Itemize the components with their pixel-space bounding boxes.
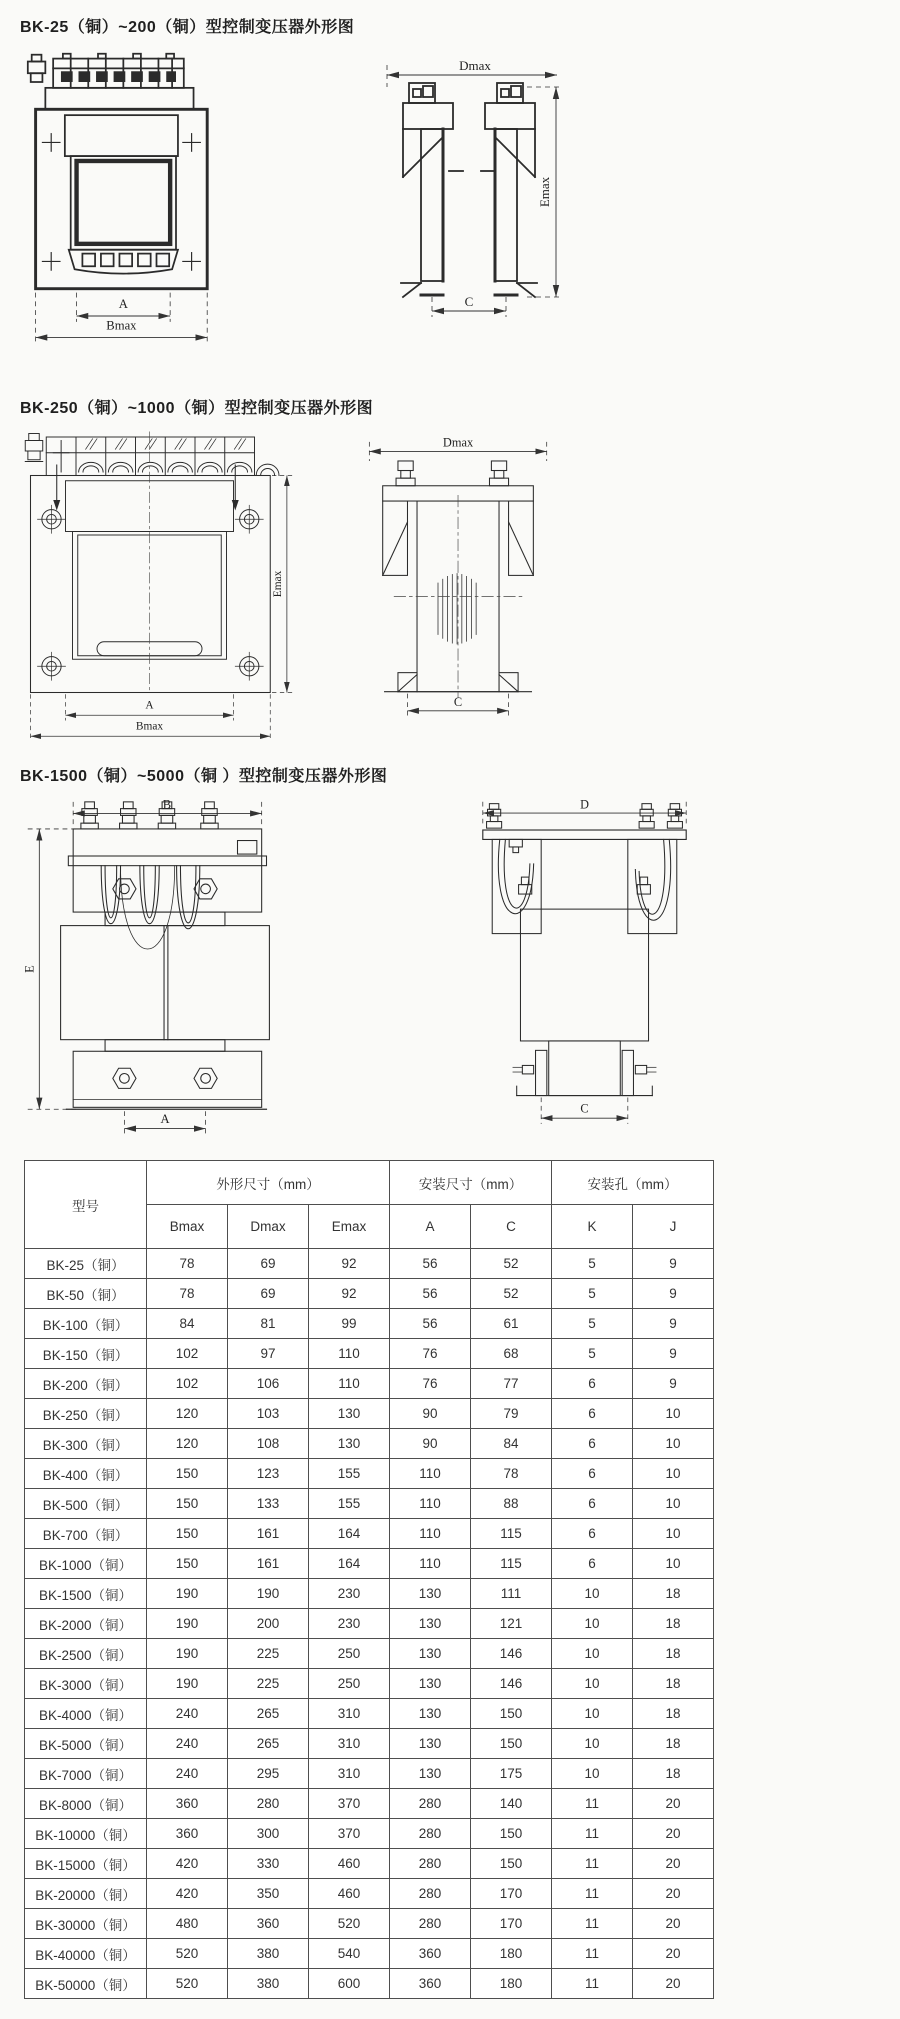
coil-body	[61, 912, 270, 1051]
dimension-cell: 230	[309, 1609, 390, 1639]
model-cell: BK-40000（铜）	[25, 1939, 147, 1969]
dimension-cell: 9	[633, 1369, 714, 1399]
table-row	[25, 1909, 714, 1939]
diagram-row-3	[20, 798, 880, 1146]
dimension-cell: 52	[471, 1279, 552, 1309]
model-cell: BK-7000（铜）	[25, 1759, 147, 1789]
col-header-j: J	[633, 1205, 714, 1249]
dimension-cell: 20	[633, 1879, 714, 1909]
dimension-cell: 92	[309, 1249, 390, 1279]
dimension-cell: 250	[309, 1639, 390, 1669]
dim-label-a: A	[118, 297, 128, 312]
dimension-cell: 11	[552, 1939, 633, 1969]
dimension-cell: 420	[147, 1849, 228, 1879]
model-cell: BK-500（铜）	[25, 1489, 147, 1519]
dimension-cell: 10	[633, 1489, 714, 1519]
dimension-cell: 11	[552, 1849, 633, 1879]
dimension-cell: 600	[309, 1969, 390, 1999]
dimension-cell: 5	[552, 1279, 633, 1309]
model-cell: BK-25（铜）	[25, 1249, 147, 1279]
dimension-cell: 133	[228, 1489, 309, 1519]
mounting-plate	[31, 432, 271, 693]
dimension-cell: 240	[147, 1729, 228, 1759]
model-cell: BK-400（铜）	[25, 1459, 147, 1489]
dimension-cell: 6	[552, 1459, 633, 1489]
dimension-cell: 330	[228, 1849, 309, 1879]
dim-label-c: C	[453, 695, 463, 710]
dimension-cell: 121	[471, 1609, 552, 1639]
table-row	[25, 1849, 714, 1879]
dimension-cell: 103	[228, 1399, 309, 1429]
model-cell: BK-3000（铜）	[25, 1669, 147, 1699]
dim-label-bmax: Bmax	[135, 720, 164, 733]
table-row	[25, 1519, 714, 1549]
dimension-cell: 5	[552, 1339, 633, 1369]
dimension-cell: 78	[147, 1279, 228, 1309]
dimension-cell: 18	[633, 1669, 714, 1699]
dimension-cell: 110	[390, 1459, 471, 1489]
dimension-cell: 170	[471, 1879, 552, 1909]
dim-a	[124, 1111, 205, 1134]
table-row	[25, 1579, 714, 1609]
dimension-cell: 146	[471, 1669, 552, 1699]
dimension-cell: 150	[147, 1459, 228, 1489]
dimension-cell: 76	[390, 1339, 471, 1369]
table-row	[25, 1699, 714, 1729]
dimension-cell: 18	[633, 1639, 714, 1669]
dimension-cell: 460	[309, 1879, 390, 1909]
dim-label-dmax: Dmax	[459, 59, 491, 73]
table-row	[25, 1339, 714, 1369]
dimension-cell: 20	[633, 1909, 714, 1939]
dimension-cell: 130	[390, 1699, 471, 1729]
model-cell: BK-4000（铜）	[25, 1699, 147, 1729]
col-group-mounting-hole: 安装孔（mm）	[552, 1161, 714, 1205]
dimension-cell: 310	[309, 1729, 390, 1759]
model-cell: BK-50（铜）	[25, 1279, 147, 1309]
dimension-cell: 10	[633, 1549, 714, 1579]
dimension-cell: 130	[309, 1399, 390, 1429]
dimension-cell: 81	[228, 1309, 309, 1339]
col-header-a: A	[390, 1205, 471, 1249]
core-side-view	[383, 461, 534, 697]
dim-label-a: A	[145, 699, 154, 712]
dim-label-bmax: Bmax	[106, 318, 137, 333]
dimension-cell: 360	[390, 1939, 471, 1969]
table-row	[25, 1249, 714, 1279]
dimension-cell: 190	[228, 1579, 309, 1609]
dimension-cell: 10	[552, 1609, 633, 1639]
table-row	[25, 1759, 714, 1789]
dimension-cell: 380	[228, 1939, 309, 1969]
dimension-cell: 10	[552, 1669, 633, 1699]
dimension-cell: 180	[471, 1939, 552, 1969]
terminal-block	[28, 54, 194, 110]
dimension-cell: 10	[552, 1729, 633, 1759]
dim-label-emax: Emax	[271, 570, 284, 598]
dimension-cell: 6	[552, 1399, 633, 1429]
lamination-hatch	[438, 573, 476, 644]
dimension-cell: 56	[390, 1309, 471, 1339]
dimension-cell: 240	[147, 1699, 228, 1729]
model-cell: BK-2500（铜）	[25, 1639, 147, 1669]
dimension-cell: 110	[309, 1369, 390, 1399]
dimension-cell: 360	[147, 1819, 228, 1849]
dimension-cell: 280	[390, 1849, 471, 1879]
dimension-cell: 10	[633, 1399, 714, 1429]
lead-wires	[101, 866, 200, 949]
table-row	[25, 1789, 714, 1819]
col-group-mounting-size: 安装尺寸（mm）	[390, 1161, 552, 1205]
dimension-cell: 10	[552, 1699, 633, 1729]
dimension-cell: 150	[471, 1699, 552, 1729]
dimension-cell: 9	[633, 1279, 714, 1309]
dim-a	[66, 694, 234, 720]
dim-label-e: E	[22, 965, 37, 973]
dimension-cell: 540	[309, 1939, 390, 1969]
dimension-cell: 61	[471, 1309, 552, 1339]
dimension-cell: 380	[228, 1969, 309, 1999]
dimension-cell: 265	[228, 1729, 309, 1759]
dimension-cell: 110	[390, 1489, 471, 1519]
dimension-cell: 164	[309, 1549, 390, 1579]
dimension-cell: 370	[309, 1819, 390, 1849]
side-view-diagram-1	[357, 59, 562, 319]
dimension-cell: 250	[309, 1669, 390, 1699]
dimension-cell: 10	[552, 1759, 633, 1789]
dimension-cell: 520	[147, 1969, 228, 1999]
dimension-cell: 190	[147, 1639, 228, 1669]
dimension-cell: 130	[390, 1639, 471, 1669]
model-cell: BK-15000（铜）	[25, 1849, 147, 1879]
dimension-cell: 420	[147, 1879, 228, 1909]
dimension-cell: 155	[309, 1489, 390, 1519]
table-row	[25, 1489, 714, 1519]
dimension-cell: 20	[633, 1819, 714, 1849]
col-header-model: 型号	[25, 1161, 147, 1249]
section-heading-2: BK-250（铜）~1000（铜）型控制变压器外形图	[20, 400, 374, 417]
dimension-cell: 175	[471, 1759, 552, 1789]
dimension-cell: 140	[471, 1789, 552, 1819]
dimension-cell: 76	[390, 1369, 471, 1399]
dimension-cell: 280	[390, 1879, 471, 1909]
table-row	[25, 1399, 714, 1429]
dimension-cell: 120	[147, 1429, 228, 1459]
side-view-diagram-2	[356, 438, 561, 729]
dimension-cell: 102	[147, 1369, 228, 1399]
dimension-cell: 190	[147, 1579, 228, 1609]
dimension-cell: 6	[552, 1549, 633, 1579]
dimension-cell: 200	[228, 1609, 309, 1639]
model-cell: BK-1500（铜）	[25, 1579, 147, 1609]
dimension-cell: 106	[228, 1369, 309, 1399]
dimension-cell: 20	[633, 1849, 714, 1879]
front-view-diagram-3	[20, 798, 310, 1146]
col-header-bmax: Bmax	[147, 1205, 228, 1249]
mounting-plate	[36, 109, 208, 288]
dimension-cell: 155	[309, 1459, 390, 1489]
dim-label-c: C	[464, 294, 474, 309]
table-row	[25, 1369, 714, 1399]
dimension-cell: 18	[633, 1609, 714, 1639]
dim-label-b: B	[162, 798, 172, 812]
dimension-cell: 52	[471, 1249, 552, 1279]
dimension-cell: 84	[147, 1309, 228, 1339]
model-cell: BK-300（铜）	[25, 1429, 147, 1459]
dimension-cell: 90	[390, 1429, 471, 1459]
dimension-cell: 130	[390, 1729, 471, 1759]
table-row	[25, 1939, 714, 1969]
bottom-clamp	[66, 1051, 266, 1109]
dimension-cell: 5	[552, 1249, 633, 1279]
dim-emax	[527, 87, 561, 297]
dimension-cell: 6	[552, 1429, 633, 1459]
diagram-row-2	[20, 430, 880, 745]
dimension-cell: 56	[390, 1279, 471, 1309]
dim-label-d: D	[580, 798, 589, 812]
diagram-row-1	[20, 49, 880, 349]
dimension-cell: 68	[471, 1339, 552, 1369]
dim-label-a: A	[160, 1111, 170, 1126]
dim-c	[432, 294, 506, 317]
lead-wires-side	[498, 839, 670, 920]
model-cell: BK-20000（铜）	[25, 1879, 147, 1909]
dimension-cell: 130	[390, 1669, 471, 1699]
table-row	[25, 1729, 714, 1759]
dimension-cell: 150	[471, 1729, 552, 1759]
dim-d	[483, 798, 686, 824]
dimension-cell: 11	[552, 1909, 633, 1939]
table-row	[25, 1459, 714, 1489]
dimension-cell: 360	[147, 1789, 228, 1819]
dimension-cell: 18	[633, 1759, 714, 1789]
dim-a	[77, 293, 171, 322]
dimension-cell: 350	[228, 1879, 309, 1909]
dimension-cell: 110	[309, 1339, 390, 1369]
dimension-cell: 225	[228, 1639, 309, 1669]
dimension-cell: 110	[390, 1549, 471, 1579]
dimension-cell: 295	[228, 1759, 309, 1789]
dimension-cell: 161	[228, 1519, 309, 1549]
dimension-cell: 18	[633, 1699, 714, 1729]
dimension-cell: 5	[552, 1309, 633, 1339]
dimension-cell: 108	[228, 1429, 309, 1459]
model-cell: BK-10000（铜）	[25, 1819, 147, 1849]
col-header-dmax: Dmax	[228, 1205, 309, 1249]
model-cell: BK-30000（铜）	[25, 1909, 147, 1939]
col-header-c: C	[471, 1205, 552, 1249]
dimension-cell: 11	[552, 1819, 633, 1849]
side-view-diagram-3	[462, 798, 707, 1137]
dimension-cell: 130	[309, 1429, 390, 1459]
dimension-cell: 146	[471, 1639, 552, 1669]
dimension-cell: 6	[552, 1369, 633, 1399]
dimension-cell: 520	[147, 1939, 228, 1969]
dimension-cell: 280	[390, 1909, 471, 1939]
dimension-cell: 164	[309, 1519, 390, 1549]
dimension-cell: 90	[390, 1399, 471, 1429]
model-cell: BK-150（铜）	[25, 1339, 147, 1369]
model-cell: BK-250（铜）	[25, 1399, 147, 1429]
dimension-cell: 6	[552, 1519, 633, 1549]
dimension-cell: 10	[633, 1429, 714, 1459]
dimension-cell: 84	[471, 1429, 552, 1459]
dimension-cell: 150	[471, 1819, 552, 1849]
dimension-cell: 150	[471, 1849, 552, 1879]
dimension-cell: 150	[147, 1549, 228, 1579]
dimension-cell: 69	[228, 1249, 309, 1279]
dimension-cell: 111	[471, 1579, 552, 1609]
dimension-cell: 11	[552, 1789, 633, 1819]
col-group-outline-size: 外形尺寸（mm）	[147, 1161, 390, 1205]
dimension-cell: 20	[633, 1969, 714, 1999]
dimension-cell: 69	[228, 1279, 309, 1309]
dimension-cell: 280	[390, 1819, 471, 1849]
col-header-emax: Emax	[309, 1205, 390, 1249]
table-row	[25, 1549, 714, 1579]
dimension-cell: 78	[147, 1249, 228, 1279]
dimension-cell: 11	[552, 1969, 633, 1999]
model-cell: BK-700（铜）	[25, 1519, 147, 1549]
dimension-cell: 280	[390, 1789, 471, 1819]
table-row	[25, 1969, 714, 1999]
dim-e	[23, 829, 77, 1109]
table-row	[25, 1639, 714, 1669]
dimension-cell: 310	[309, 1699, 390, 1729]
dimension-cell: 56	[390, 1249, 471, 1279]
front-view-diagram-2	[20, 430, 300, 745]
dim-emax	[272, 476, 293, 693]
dimension-cell: 300	[228, 1819, 309, 1849]
model-cell: BK-50000（铜）	[25, 1969, 147, 1999]
dimension-cell: 240	[147, 1759, 228, 1789]
dimension-cell: 99	[309, 1309, 390, 1339]
top-clamp-side	[483, 804, 686, 934]
dim-dmax	[369, 438, 546, 461]
base-angles	[513, 1050, 656, 1095]
table-row	[25, 1819, 714, 1849]
dimension-cell: 190	[147, 1669, 228, 1699]
dimensions-table	[24, 1160, 714, 1999]
dimension-cell: 170	[471, 1909, 552, 1939]
dimension-cell: 11	[552, 1879, 633, 1909]
dimension-cell: 88	[471, 1489, 552, 1519]
dimension-cell: 130	[390, 1759, 471, 1789]
dimension-cell: 10	[633, 1519, 714, 1549]
dimension-cell: 10	[633, 1459, 714, 1489]
section-bk250-1000	[20, 395, 880, 745]
dimension-cell: 180	[471, 1969, 552, 1999]
dimension-cell: 360	[228, 1909, 309, 1939]
table-row	[25, 1309, 714, 1339]
table-header	[25, 1161, 714, 1249]
model-cell: BK-2000（铜）	[25, 1609, 147, 1639]
dimension-cell: 20	[633, 1789, 714, 1819]
model-cell: BK-5000（铜）	[25, 1729, 147, 1759]
dimension-cell: 265	[228, 1699, 309, 1729]
dimension-cell: 9	[633, 1339, 714, 1369]
dimension-cell: 520	[309, 1909, 390, 1939]
col-header-k: K	[552, 1205, 633, 1249]
dimension-cell: 130	[390, 1609, 471, 1639]
dimension-cell: 370	[309, 1789, 390, 1819]
dim-c	[407, 694, 508, 717]
terminal-block	[25, 434, 279, 476]
body-side	[520, 909, 648, 1095]
dimension-cell: 130	[390, 1579, 471, 1609]
dimension-cell: 9	[633, 1309, 714, 1339]
dimension-cell: 115	[471, 1549, 552, 1579]
dimension-cell: 360	[390, 1969, 471, 1999]
top-clamp	[68, 802, 266, 912]
dimension-cell: 10	[552, 1639, 633, 1669]
table-row	[25, 1609, 714, 1639]
front-view-diagram-1	[20, 49, 215, 349]
dimension-cell: 460	[309, 1849, 390, 1879]
dimension-cell: 78	[471, 1459, 552, 1489]
dim-c	[541, 1097, 628, 1123]
dimension-cell: 10	[552, 1579, 633, 1609]
dimension-cell: 115	[471, 1519, 552, 1549]
dimension-cell: 150	[147, 1519, 228, 1549]
dimension-cell: 120	[147, 1399, 228, 1429]
table-row	[25, 1669, 714, 1699]
model-cell: BK-200（铜）	[25, 1369, 147, 1399]
table-row	[25, 1879, 714, 1909]
dimension-cell: 190	[147, 1609, 228, 1639]
table-row	[25, 1279, 714, 1309]
dimension-cell: 123	[228, 1459, 309, 1489]
dim-label-c: C	[580, 1101, 589, 1116]
bolt-stacks	[81, 802, 218, 829]
model-cell: BK-8000（铜）	[25, 1789, 147, 1819]
model-cell: BK-1000（铜）	[25, 1549, 147, 1579]
dimension-cell: 6	[552, 1489, 633, 1519]
table-body	[25, 1249, 714, 1999]
dimension-cell: 161	[228, 1549, 309, 1579]
section-bk25-200	[20, 14, 880, 349]
dimension-cell: 150	[147, 1489, 228, 1519]
dimension-cell: 92	[309, 1279, 390, 1309]
dimension-cell: 18	[633, 1579, 714, 1609]
dimension-cell: 18	[633, 1729, 714, 1759]
section-heading-1: BK-25（铜）~200（铜）型控制变压器外形图	[20, 19, 355, 36]
dimension-cell: 225	[228, 1669, 309, 1699]
dim-label-emax: Emax	[537, 176, 552, 208]
dimension-cell: 230	[309, 1579, 390, 1609]
dim-label-dmax: Dmax	[442, 438, 474, 450]
dimension-cell: 310	[309, 1759, 390, 1789]
dimension-cell: 79	[471, 1399, 552, 1429]
section-heading-3: BK-1500（铜）~5000（铜 ）型控制变压器外形图	[20, 768, 388, 785]
section-bk1500-5000	[20, 763, 880, 1146]
dimension-cell: 9	[633, 1249, 714, 1279]
dimension-cell: 77	[471, 1369, 552, 1399]
core-side-view	[401, 83, 537, 297]
table-row	[25, 1429, 714, 1459]
dimension-cell: 280	[228, 1789, 309, 1819]
dimension-cell: 20	[633, 1939, 714, 1969]
dimension-cell: 97	[228, 1339, 309, 1369]
dimension-cell: 110	[390, 1519, 471, 1549]
model-cell: BK-100（铜）	[25, 1309, 147, 1339]
dimension-cell: 102	[147, 1339, 228, 1369]
dimension-cell: 480	[147, 1909, 228, 1939]
